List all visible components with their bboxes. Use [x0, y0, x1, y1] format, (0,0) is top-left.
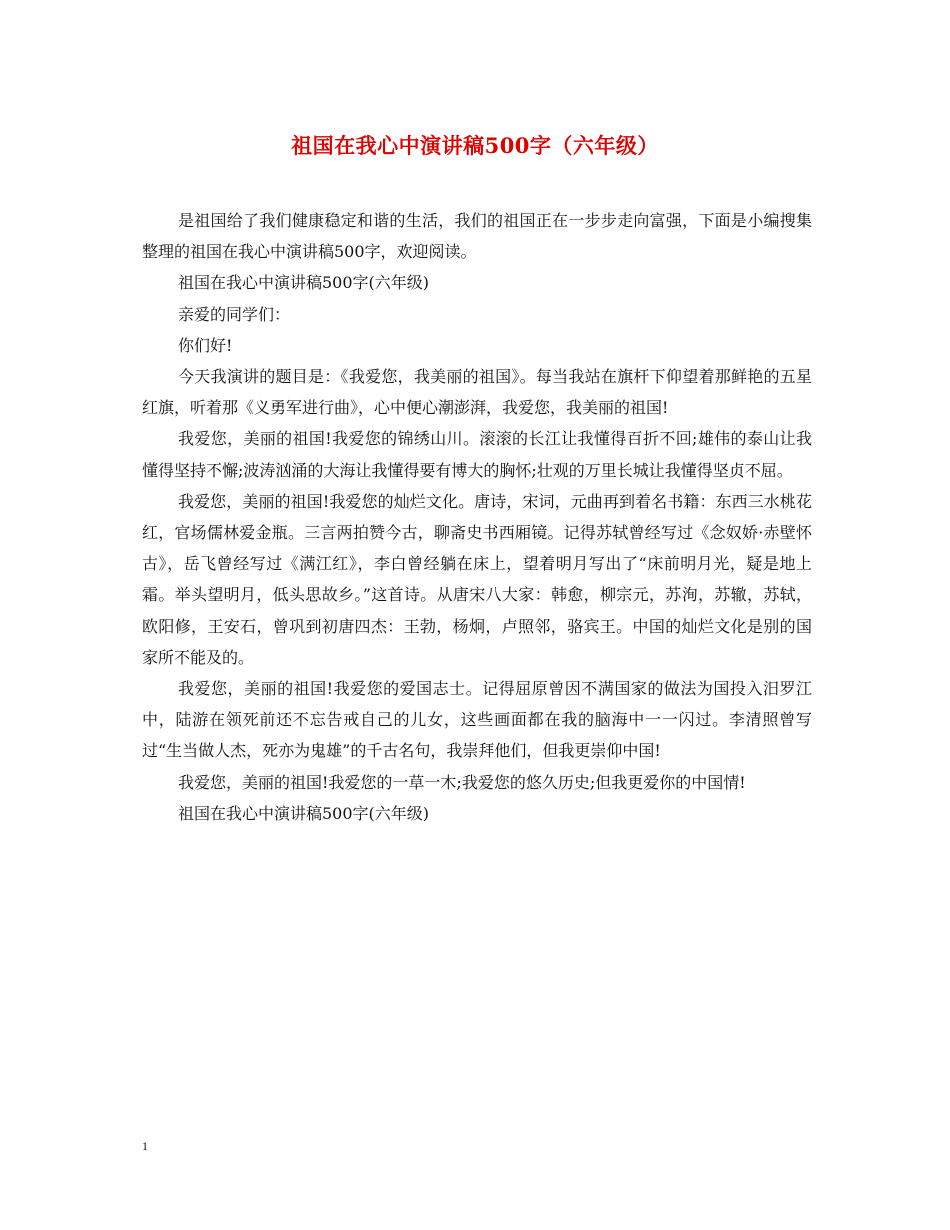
paragraph-landscape: 我爱您，美丽的祖国!我爱您的锦绣山川。滚滚的长江让我懂得百折不回;雄伟的泰山让我懂得坚持不懈;波涛汹涌的大海让我懂得要有博大的胸怀;壮观的万里长城让我懂得坚贞不屈。	[142, 429, 812, 480]
paragraph-heading: 祖国在我心中演讲稿500字(六年级)	[178, 273, 430, 293]
document-body	[142, 205, 812, 829]
paragraph-greeting: 你们好!	[178, 335, 233, 355]
paragraph-closing: 我爱您，美丽的祖国!我爱您的一草一木;我爱您的悠久历史;但我更爱你的中国情!	[178, 772, 746, 792]
paragraph-salutation: 亲爱的同学们：	[178, 304, 291, 324]
paragraph-patriots: 我爱您，美丽的祖国!我爱您的爱国志士。记得屈原曾因不满国家的做法为国投入汨罗江中，陆游在领死前还不忘告戒自己的儿女，这些画面都在我的脑海中一一闪过。李清照曾写过“生当做人杰，死亦为鬼雄”的千古名句，我崇拜他们，但我更崇仰中国!	[142, 679, 812, 761]
page-number: 1	[142, 1139, 148, 1153]
paragraph-intro: 是祖国给了我们健康稳定和谐的生活，我们的祖国正在一步步走向富强，下面是小编搜集整理的祖国在我心中演讲稿500字，欢迎阅读。	[142, 211, 812, 262]
paragraph-culture: 我爱您，美丽的祖国!我爱您的灿烂文化。唐诗，宋词，元曲再到着名书籍：东西三水桃花红，官场儒林爱金瓶。三言两拍赞今古，聊斋史书西厢镜。记得苏轼曾经写过《念奴娇·赤壁怀古》，岳飞曾经写过《满江红》，李白曾经躺在床上，望着明月写出了“床前明月光，疑是地上霜。举头望明月，低头思故乡。”这首诗。从唐宋八大家：韩愈，柳宗元，苏洵，苏辙，苏轼，欧阳修，王安石，曾巩到初唐四杰：王勃，杨炯，卢照邻，骆宾王。中国的灿烂文化是别的国家所不能及的。	[142, 491, 812, 667]
paragraph-topic: 今天我演讲的题目是：《我爱您，我美丽的祖国》。每当我站在旗杆下仰望着那鲜艳的五星红旗，听着那《义勇军进行曲》，心中便心潮澎湃，我爱您，我美丽的祖国!	[142, 367, 812, 418]
document-title: 祖国在我心中演讲稿500字（六年级）	[291, 133, 659, 158]
paragraph-heading-repeat: 祖国在我心中演讲稿500字(六年级)	[178, 803, 430, 823]
